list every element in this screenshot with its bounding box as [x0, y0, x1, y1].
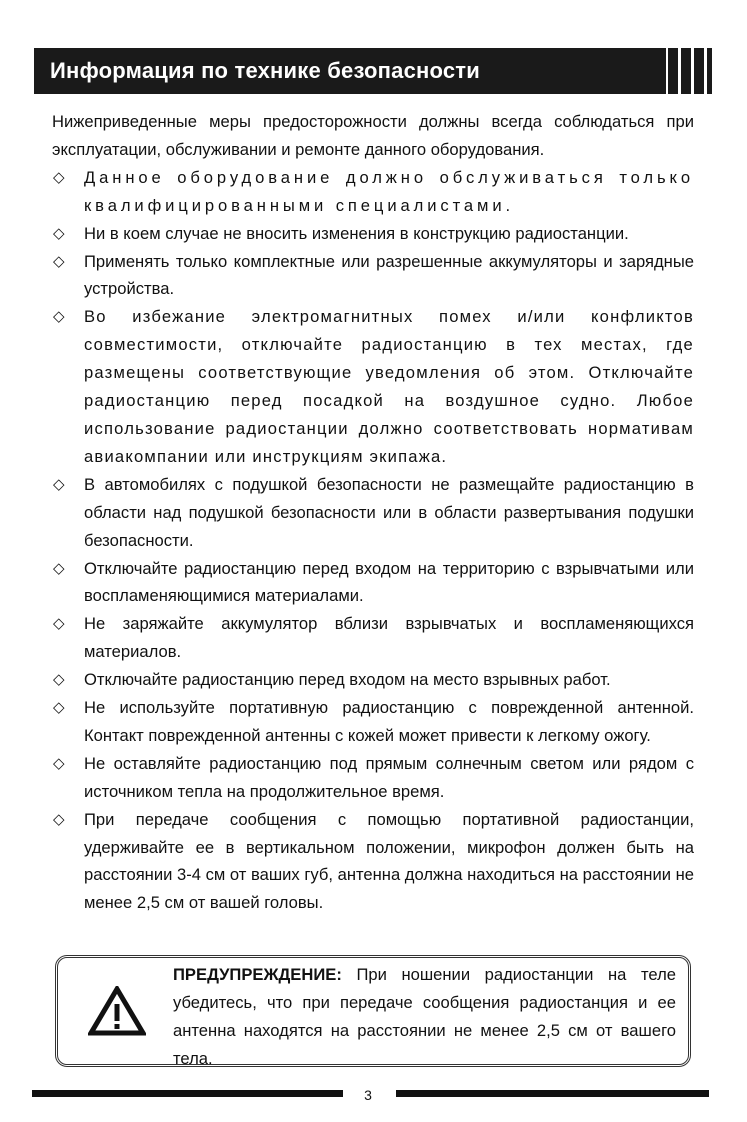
- list-item: [52, 666, 694, 694]
- diamond-bullet-icon: ◇: [53, 754, 65, 772]
- warning-triangle-icon: [88, 986, 146, 1036]
- list-item-text: Данное оборудование должно обслуживаться только квалифицированными специалистами.: [84, 167, 694, 215]
- diamond-bullet-icon: ◇: [53, 699, 65, 717]
- diamond-bullet-icon: ◇: [53, 252, 65, 270]
- list-item-text: Применять только комплектные или разрешенные аккумуляторы и зарядные устройства.: [84, 251, 694, 299]
- list-item-text: В автомобилях с подушкой безопасности не размещайте радиостанцию в области над подушкой безопасности или в области развертывания подушки безопасности.: [84, 474, 694, 550]
- page-number: 3: [364, 1087, 372, 1103]
- diamond-bullet-icon: ◇: [53, 224, 65, 242]
- list-item: [52, 248, 694, 304]
- list-item: [52, 471, 694, 555]
- diamond-bullet-icon: ◇: [53, 168, 65, 186]
- list-item: [52, 610, 694, 666]
- footer-rule-right: [396, 1090, 709, 1097]
- footer-rule-left: [32, 1090, 343, 1097]
- warning-label: ПРЕДУПРЕЖДЕНИЕ:: [173, 965, 342, 984]
- list-item-text: Не оставляйте радиостанцию под прямым солнечным светом или рядом с источником тепла на продолжительное время.: [84, 753, 694, 801]
- list-item: [52, 750, 694, 806]
- list-item-text: Отключайте радиостанцию перед входом на территорию с взрывчатыми или воспламеняющимися материалами.: [84, 558, 694, 606]
- list-item: [52, 694, 694, 750]
- diamond-bullet-icon: ◇: [53, 671, 65, 689]
- warning-body: При ношении радиостанции на теле убедитесь, что при передаче сообщения радиостанция и ее антенна находятся на расстоянии не менее 2,5 см от вашего тела.: [173, 965, 676, 1068]
- diamond-bullet-icon: ◇: [53, 810, 65, 828]
- diamond-bullet-icon: ◇: [53, 559, 65, 577]
- list-item: [52, 806, 694, 918]
- diamond-bullet-icon: ◇: [53, 475, 65, 493]
- safety-content: [52, 108, 694, 917]
- section-header: [34, 48, 712, 94]
- diamond-bullet-icon: ◇: [53, 308, 65, 326]
- list-item: [52, 220, 694, 248]
- warning-box: [55, 955, 691, 1067]
- list-item-text: Не используйте портативную радиостанцию с поврежденной антенной. Контакт поврежденной антенны с кожей может привести к легкому ожогу.: [84, 698, 694, 745]
- page-title: Информация по технике безопасности: [50, 58, 481, 83]
- list-item-text: Во избежание электромагнитных помех и/или конфликтов совместимости, отключайте радиостанцию в тех местах, где размещены соответствующие уведомления об этом. Отключайте радиостанцию перед посадкой на воздушное судно. Любое использование радиостанции должно соответствовать нормативам авиакомпании или инструкциям экипажа.: [84, 307, 694, 466]
- header-bars-decoration: [666, 48, 712, 94]
- diamond-bullet-icon: ◇: [53, 615, 65, 633]
- list-item-text: Не заряжайте аккумулятор вблизи взрывчатых и воспламеняющихся материалов.: [84, 614, 694, 662]
- list-item-text: Ни в коем случае не вносить изменения в конструкцию радиостанции.: [84, 223, 629, 243]
- warning-text: [173, 961, 676, 1073]
- list-item: [52, 555, 694, 611]
- list-item-text: Отключайте радиостанцию перед входом на место взрывных работ.: [84, 670, 611, 690]
- intro-paragraph: Нижеприведенные меры предосторожности должны всегда соблюдаться при эксплуатации, обслуживании и ремонте данного оборудования.: [52, 112, 694, 159]
- list-item: [52, 164, 694, 220]
- list-item: [52, 303, 694, 470]
- list-item-text: При передаче сообщения с помощью портативной радиостанции, удерживайте ее в вертикальном положении, микрофон должен быть на расстоянии 3-4 см от ваших губ, антенна должна находиться на расстоянии не менее 2,5 см от вашей головы.: [84, 809, 694, 913]
- safety-list: [52, 164, 694, 917]
